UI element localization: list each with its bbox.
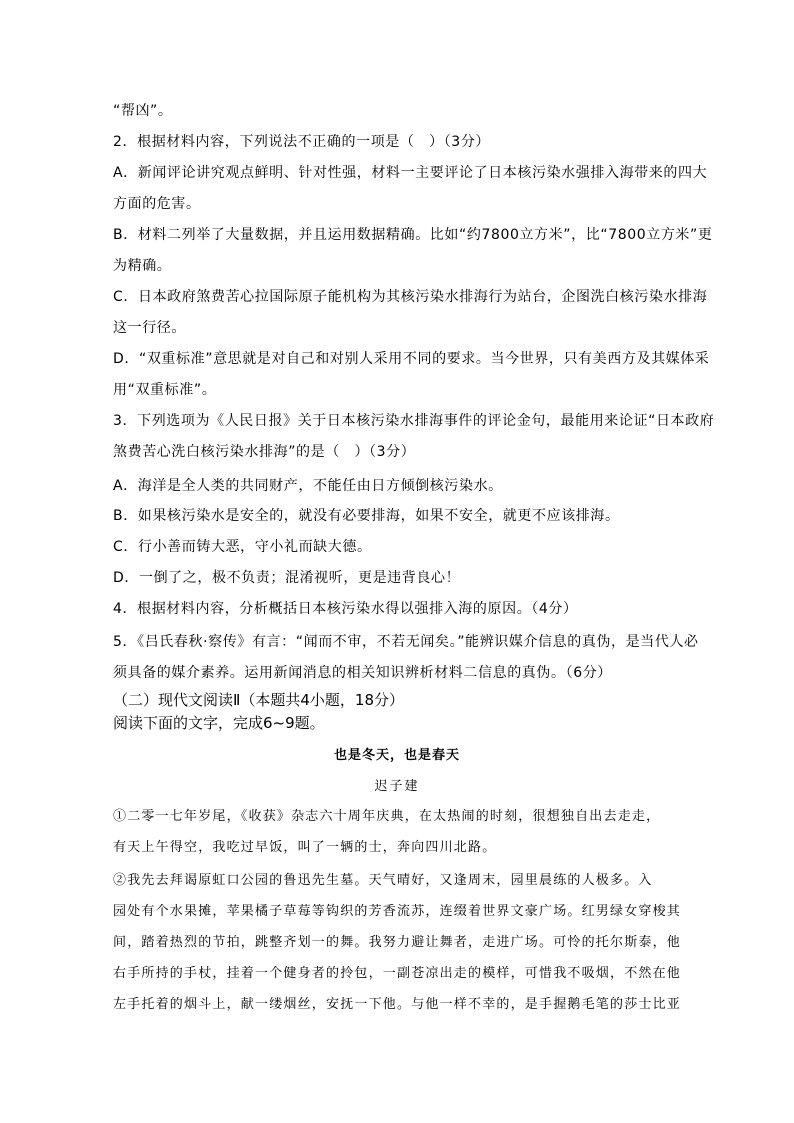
option-2d: D．“双重标准”意思就是对自己和对别人采用不同的要求。当今世界，只有美西方及其媒体采 <box>113 351 710 367</box>
option-2b-cont: 为精确。 <box>113 258 172 274</box>
option-3a: A．海洋是全人类的共同财产，不能任由日方倾倒核污染水。 <box>113 478 503 494</box>
text-line: “帮凶”。 <box>113 103 173 119</box>
question-5: 5．《吕氏春秋·察传》有言：“闻而不审，不若无闻矣。”能辨识媒介信息的真伪，是当代人必 <box>113 634 699 650</box>
option-2c-cont: 这一行径。 <box>113 320 186 336</box>
question-4: 4．根据材料内容，分析概括日本核污染水得以强排入海的原因。（4分） <box>113 601 578 617</box>
article-line: 间，踏着热烈的节拍，跳整齐划一的舞。我努力避让舞者，走进广场。可怜的托尔斯泰，他 <box>113 935 682 950</box>
article-line: ①二零一七年岁尾，《收获》杂志六十周年庆典，在太热闹的时刻，很想独自出去走走， <box>113 809 661 824</box>
article-author: 迟子建 <box>374 779 420 794</box>
option-2b: B．材料二列举了大量数据，并且运用数据精确。比如“约7800立方米”，比“7800立方米”更 <box>113 227 713 243</box>
option-3c: C．行小善而铸大恶，守小礼而缺大德。 <box>113 539 372 555</box>
option-2a-cont: 方面的危害。 <box>113 196 201 212</box>
question-3: 3．下列选项为《人民日报》关于日本核污染水排海事件的评论金句，最能用来论证“日本政府 <box>113 413 715 429</box>
article-line: 园处有个水果摊，苹果橘子草莓等钩织的芳香流苏，连缀着世界文豪广场。红男绿女穿梭其 <box>113 904 682 919</box>
section-heading: （二）现代文阅读Ⅱ（本题共4小题，18分） <box>113 691 405 709</box>
article-line: 有天上午得空，我吃过早饭，叫了一辆的士，奔向四川北路。 <box>113 840 497 855</box>
option-3b: B．如果核污染水是安全的，就没有必要排海，如果不安全，就更不应该排海。 <box>113 508 620 524</box>
article-line: ②我先去拜谒原虹口公园的鲁迅先生墓。天气晴好，又逢周末，园里晨练的人极多。入 <box>113 873 653 888</box>
option-2c: C．日本政府煞费苦心拉国际原子能机构为其核污染水排海行为站台，企图洗白核污染水排海 <box>113 289 708 305</box>
option-2a: A．新闻评论讲究观点鲜明、针对性强，材料一主要评论了日本核污染水强排入海带来的四大 <box>113 165 708 181</box>
question-5-cont: 须具备的媒介素养。运用新闻消息的相关知识辨析材料二信息的真伪。（6分） <box>113 665 612 681</box>
question-2: 2．根据材料内容，下列说法不正确的一项是（ ）（3分） <box>113 134 491 150</box>
option-3d: D．一倒了之，极不负责；混淆视听，更是违背良心！ <box>113 570 461 586</box>
section-instruction: 阅读下面的文字，完成6~9题。 <box>113 714 325 732</box>
option-2d-cont: 用“双重标准”。 <box>113 382 217 398</box>
article-line: 右手所持的手杖，挂着一个健身者的拎包，一副苍凉出走的模样，可惜我不吸烟，不然在他 <box>113 966 682 981</box>
question-3-cont: 煞费苦心洗白核污染水排海”的是（ ）（3分） <box>113 444 416 460</box>
article-title: 也是冬天，也是春天 <box>333 748 460 763</box>
article-line: 左手托着的烟斗上，献一缕烟丝，安抚一下他。与他一样不幸的，是手握鹅毛笔的莎士比亚 <box>113 997 682 1012</box>
